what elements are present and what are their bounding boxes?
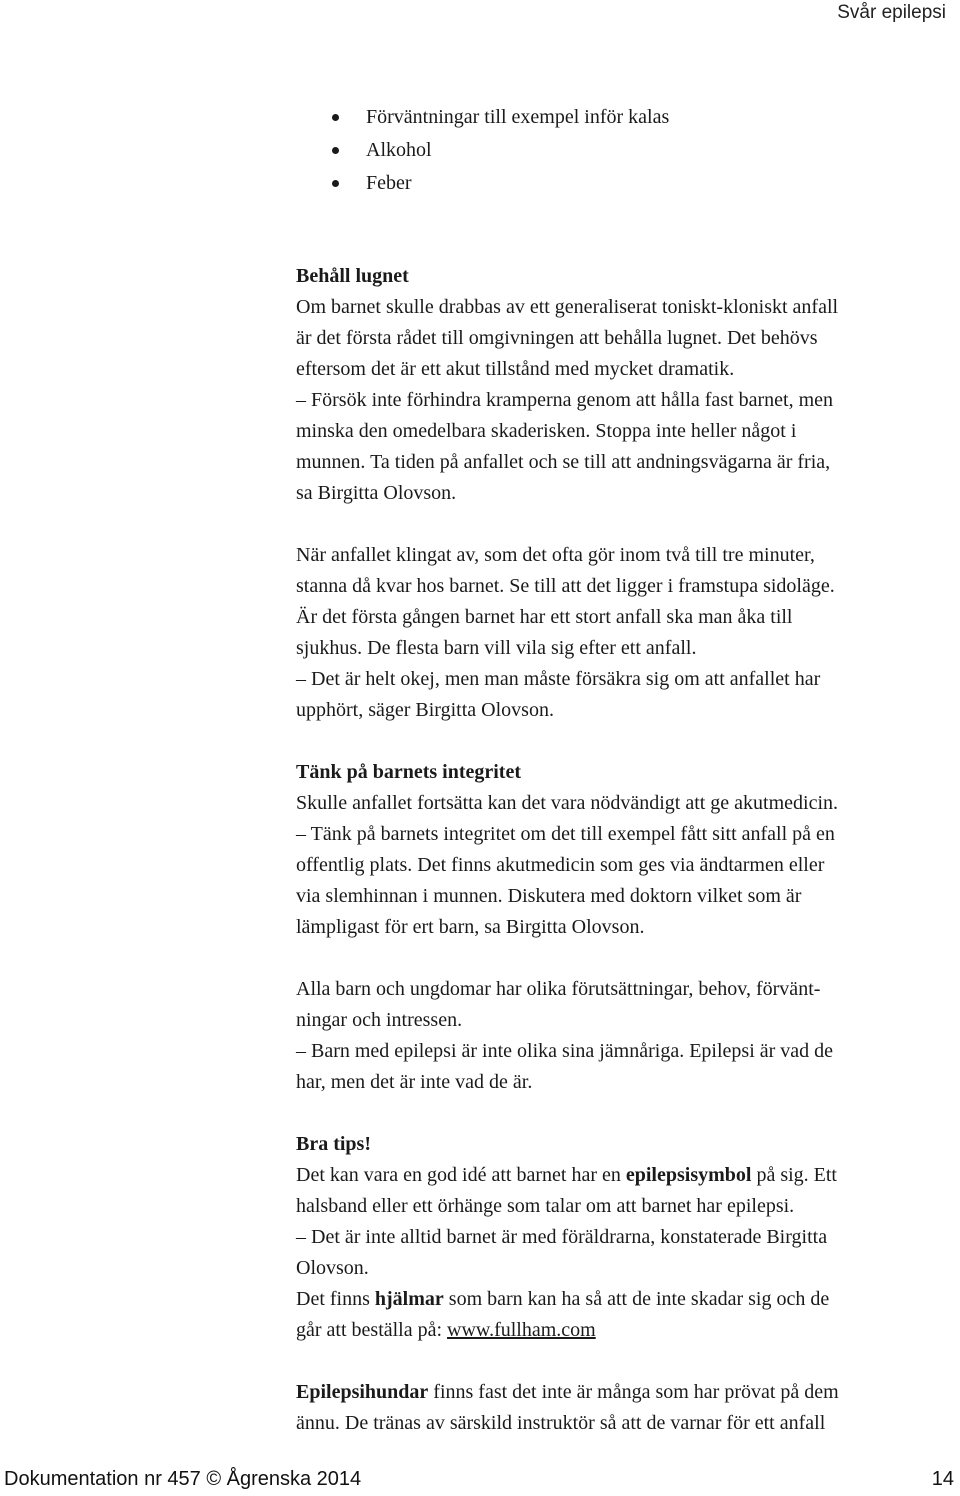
text-line: Epilepsihundar finns fast det inte är många som har prövat på dem: [296, 1381, 839, 1403]
text-line: munnen. Ta tiden på anfallet och se till att andningsvägarna är fria,: [296, 451, 831, 473]
running-header: Svår epilepsi: [837, 2, 946, 23]
footer-credit: Dokumentation nr 457 © Ågrenska 2014: [4, 1468, 362, 1490]
text-line: När anfallet klingat av, som det ofta gör inom två till tre minuter,: [296, 544, 815, 566]
text-line: ännu. De tränas av särskild instruktör så att de varnar för ett anfall: [296, 1412, 826, 1434]
text-line: Det kan vara en god idé att barnet har en epilepsisymbol på sig. Ett: [296, 1164, 837, 1186]
text-line: – Det är inte alltid barnet är med föräldrarna, konstaterade Birgitta: [296, 1226, 828, 1248]
text-line: Om barnet skulle drabbas av ett generaliserat toniskt-kloniskt anfall: [296, 296, 839, 318]
bold-term: Epilepsihundar: [296, 1381, 429, 1403]
text-line: via slemhinnan i munnen. Diskutera med doktorn vilket som är: [296, 885, 802, 907]
bold-term: epilepsisymbol: [625, 1164, 752, 1186]
text-line: Olovson.: [296, 1257, 369, 1279]
text-line: offentlig plats. Det finns akutmedicin som ges via ändtarmen eller: [296, 854, 825, 876]
bold-term: hjälmar: [374, 1288, 444, 1310]
text-line: eftersom det är ett akut tillstånd med mycket dramatik.: [296, 358, 735, 380]
section-heading: Bra tips!: [296, 1133, 371, 1155]
text-line: upphört, säger Birgitta Olovson.: [296, 699, 554, 721]
text-line: är det första rådet till omgivningen att behålla lugnet. Det behövs: [296, 327, 818, 349]
text-line: – Det är helt okej, men man måste försäkra sig om att anfallet har: [296, 668, 821, 690]
text-line: – Tänk på barnets integritet om det till exempel fått sitt anfall på en: [296, 823, 835, 845]
text-line: Alla barn och ungdomar har olika förutsättningar, behov, förvänt-: [296, 978, 821, 1000]
text-line: har, men det är inte vad de är.: [296, 1071, 533, 1093]
text-line: Skulle anfallet fortsätta kan det vara nödvändigt att ge akutmedicin.: [296, 792, 839, 814]
text-line: Det finns hjälmar som barn kan ha så att de inte skadar sig och de: [296, 1288, 830, 1310]
bullet-dot-icon: [332, 114, 339, 121]
text-line: sa Birgitta Olovson.: [296, 482, 457, 504]
bullet-item: Förväntningar till exempel inför kalas: [296, 101, 669, 134]
text-line: – Barn med epilepsi är inte olika sina jämnåriga. Epilepsi är vad de: [296, 1040, 834, 1062]
text-line: halsband eller ett örhänge som talar om att barnet har epilepsi.: [296, 1195, 795, 1217]
bullet-list: [296, 101, 669, 200]
bullet-item: Feber: [296, 167, 669, 200]
text-line: går att beställa på: www.fullham.com: [296, 1319, 596, 1341]
section-heading: Behåll lugnet: [296, 265, 409, 287]
text-line: sjukhus. De flesta barn vill vila sig efter ett anfall.: [296, 637, 697, 659]
text-line: stanna då kvar hos barnet. Se till att det ligger i framstupa sidoläge.: [296, 575, 835, 597]
bullet-item: Alkohol: [296, 134, 669, 167]
text-line: minska den omedelbara skaderisken. Stoppa inte heller något i: [296, 420, 797, 442]
text-line: Är det första gången barnet har ett stort anfall ska man åka till: [296, 606, 793, 628]
bullet-dot-icon: [332, 147, 339, 154]
text-line: lämpligast för ert barn, sa Birgitta Olovson.: [296, 916, 645, 938]
section-heading: Tänk på barnets integritet: [296, 761, 521, 783]
text-line: – Försök inte förhindra kramperna genom att hålla fast barnet, men: [296, 389, 834, 411]
website-link[interactable]: www.fullham.com: [447, 1319, 596, 1341]
article-body: [296, 261, 946, 1439]
bullet-dot-icon: [332, 180, 339, 187]
text-line: ningar och intressen.: [296, 1009, 463, 1031]
page-number: 14: [931, 1468, 954, 1490]
